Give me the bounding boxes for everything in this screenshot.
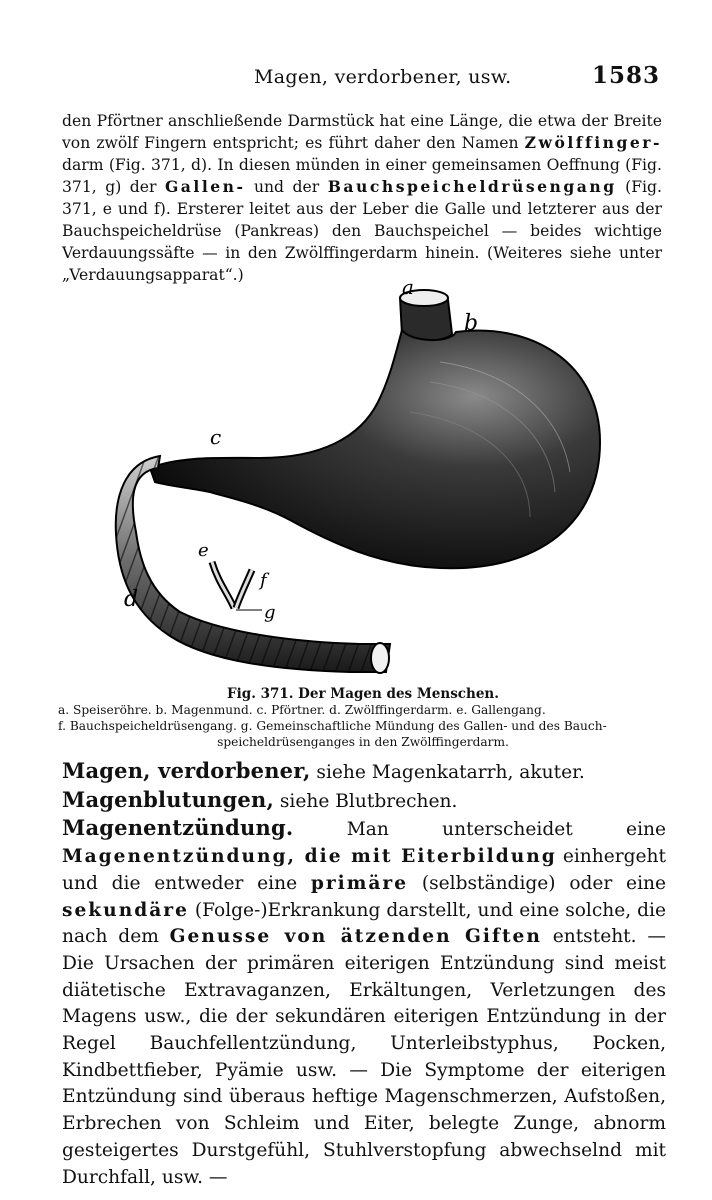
caption-line-3: speicheldrüsenganges in den Zwölffingerdarm. — [217, 735, 509, 749]
label-d: d — [124, 587, 139, 612]
label-e: e — [198, 540, 209, 561]
intro-line-4: (Fig. 371, g) der — [62, 156, 662, 196]
label-f: f — [260, 570, 267, 591]
intro-line-5: (Fig. 371, e und f). Ersterer leitet aus der Leber die Galle und letzterer — [62, 178, 662, 218]
entry-magenblutungen — [62, 787, 666, 816]
emphasis: sekundäre — [62, 899, 189, 921]
intro-line-4b: und der — [245, 178, 328, 196]
entry-text: entsteht. — Die Ursachen der primären eiterigen Entzündung sind meist diätetische Extravaganzen, Erkältungen, Verletzungen des Magens usw., die der sekundären eiterigen Entzündung in der Regel Bauchfellentzündung, Unterleibstyphus, Pocken, Kindbettfieber, Pyämie usw. — Die Symptome der eiterigen Entzündung sind überaus heftige Magenschmerzen, Aufstoßen, Erbrechen von Schleim und Eiter, belegte Zunge, abnorm gesteigertes Durstgefühl, Stuhlverstopfung abwechselnd mit Durchfall, usw. — — [62, 926, 666, 1188]
caption-title: Fig. 371. Der Magen des Menschen. — [227, 686, 499, 702]
term-zwoelffinger: Zwölffinger- — [524, 133, 662, 152]
intro-line-2: von zwölf Fingern entspricht; es führt daher den Namen — [62, 134, 525, 152]
label-c: c — [210, 425, 222, 449]
entry-magen-verdorbener — [62, 758, 666, 787]
entry-text: (Folge-)Erkrankung darstellt, und eine solche, die nach dem — [62, 899, 666, 948]
intro-line-6: aus der Bauchspeicheldrüse (Pankreas) den Bauchspeichel — beides wichtige Verdauungssäfte — in den Zwölffingerdarm hinein. (Weiteres siehe unter „Verdauungsapparat“.) — [62, 200, 662, 284]
caption-line-1: a. Speiseröhre. b. Magenmund. c. Pförtner. d. Zwölffingerdarm. e. Gallengang. — [58, 703, 546, 717]
entry-text: siehe Magenkatarrh, akuter. — [310, 762, 585, 783]
entry-text: Man unterscheidet eine — [293, 819, 666, 841]
stomach-illustration — [110, 272, 630, 682]
intro-paragraph — [62, 110, 662, 286]
entry-magenentzuendung — [62, 815, 666, 1191]
page-number: 1583 — [591, 62, 660, 89]
figure-caption — [58, 686, 668, 750]
intro-line-1: den Pförtner anschließende Darmstück hat eine Länge, die etwa der Breite — [62, 112, 662, 130]
term-bauchspeichel: Bauchspeicheldrüsengang — [327, 177, 617, 196]
intro-line-3: darm (Fig. 371, d). In diesen münden in einer gemeinsamen Oeffnung — [62, 156, 620, 174]
running-title: Magen, verdorbener, usw. — [254, 66, 512, 88]
entry-text: einhergeht und die entweder eine — [62, 846, 666, 894]
emphasis: primäre — [310, 872, 409, 894]
running-head — [64, 62, 660, 92]
headword: Magenblutungen, — [62, 786, 274, 812]
entry-text: siehe Blutbrechen. — [273, 790, 458, 812]
entry-text: (selbständige) oder eine — [408, 872, 666, 894]
label-b: b — [464, 311, 479, 336]
dictionary-entries — [62, 758, 666, 1191]
stomach-drawing — [110, 272, 630, 682]
emphasis: Magenentzündung, die mit Eiterbildung — [62, 846, 557, 868]
caption-line-2: f. Bauchspeicheldrüsengang. g. Gemeinschaftliche Mündung des Gallen- und des Bauch- — [58, 719, 607, 733]
duodenum-end — [371, 643, 389, 673]
emphasis: Genusse von ätzenden Giften — [169, 926, 542, 948]
label-g: g — [264, 602, 276, 623]
term-gallen: Gallen- — [164, 177, 246, 196]
headword: Magenentzündung. — [62, 815, 294, 841]
headword: Magen, verdorbener, — [62, 758, 311, 783]
stomach-body — [150, 330, 600, 568]
label-a: a — [402, 275, 414, 299]
